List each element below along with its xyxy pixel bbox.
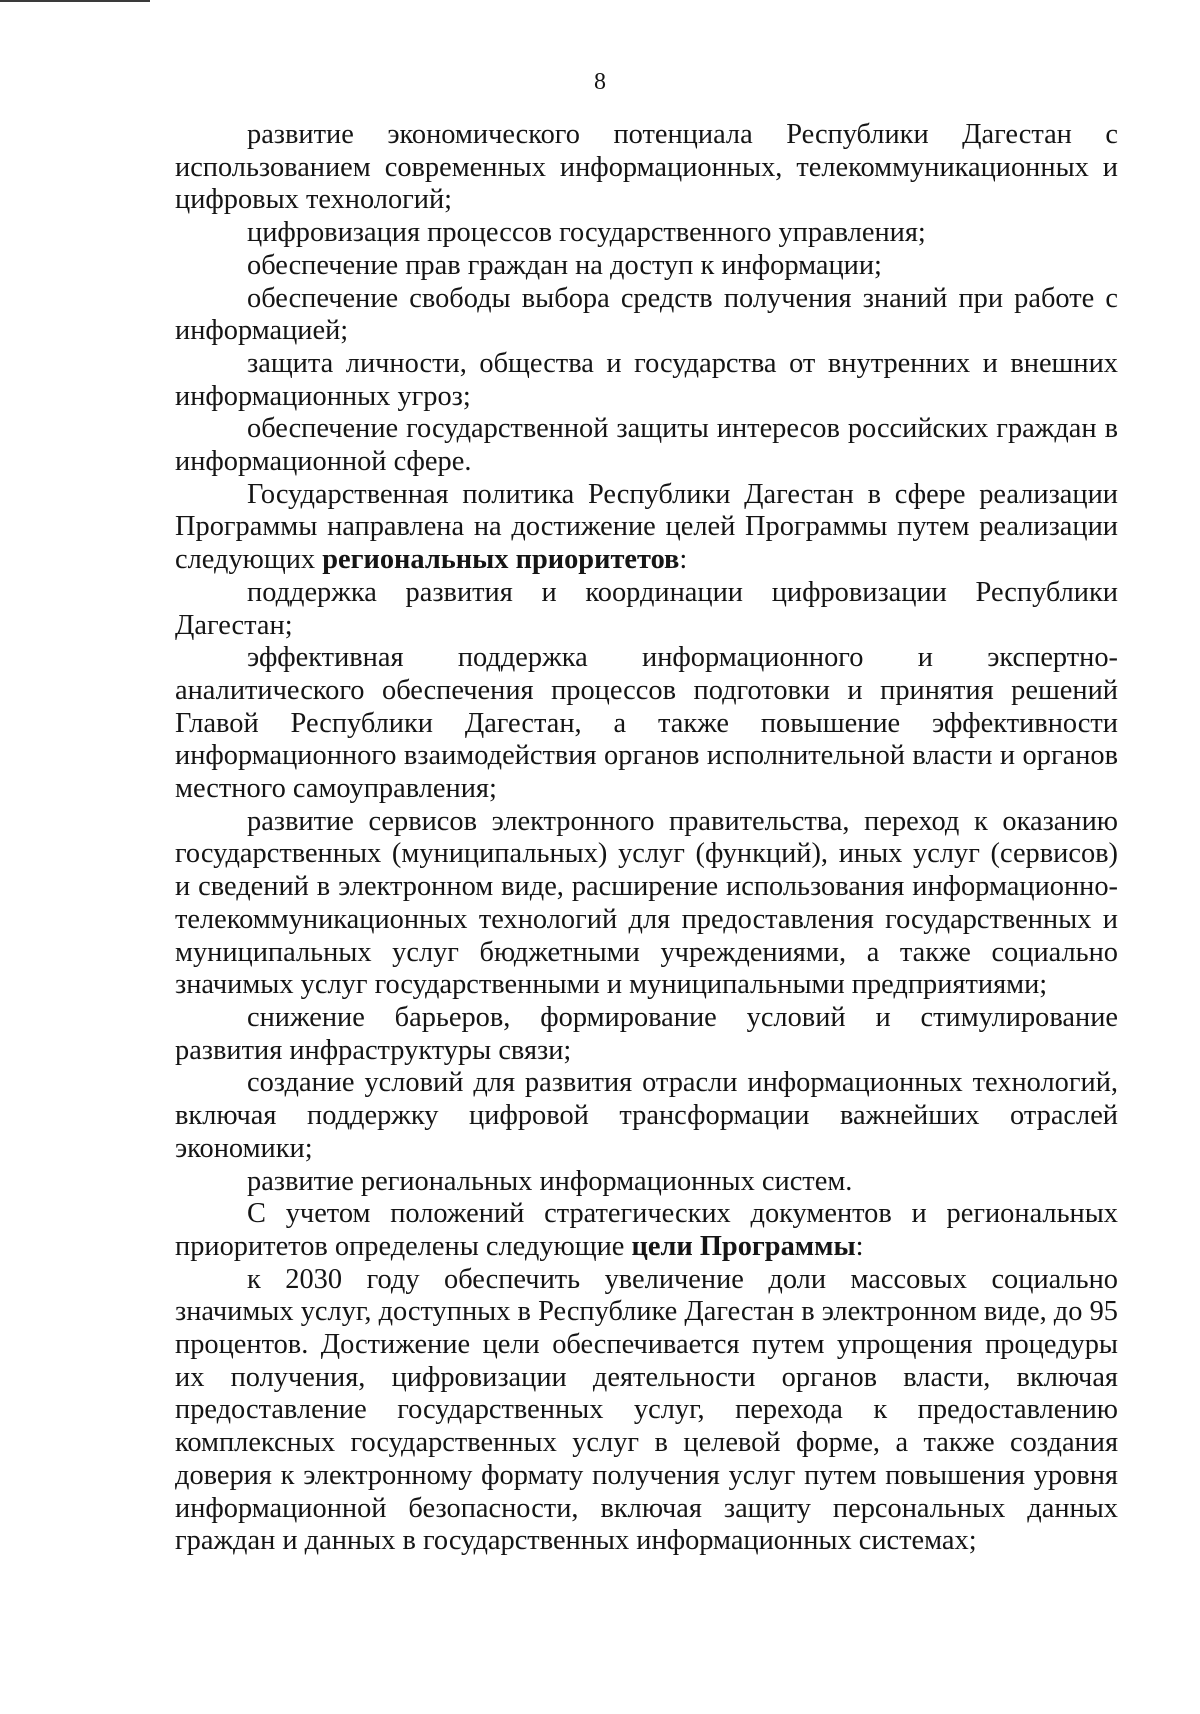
paragraph: снижение барьеров, формирование условий и стимулирование развития инфраструктуры связи; xyxy=(175,1001,1118,1066)
paragraph: обеспечение государственной защиты интересов российских граждан в информационной сфере. xyxy=(175,413,1118,478)
paragraph-text: : xyxy=(855,1230,864,1262)
document-body xyxy=(175,119,1118,1558)
paragraph: защита личности, общества и государства от внутренних и внешних информационных угроз; xyxy=(175,347,1118,412)
paragraph: эффективная поддержка информационного и экспертно-аналитического обеспечения процессов подготовки и принятия решений Главой Республики Дагестан, а также повышение эффективности информационного взаимодействия органов исполнительной власти и органов местного самоуправления; xyxy=(175,642,1118,805)
paragraph-text: : xyxy=(679,544,688,576)
paragraph: цифровизация процессов государственного управления; xyxy=(247,217,926,249)
scan-edge-line xyxy=(0,0,150,2)
bold-term: региональных приоритетов xyxy=(322,544,680,576)
paragraph-priorities-intro xyxy=(175,479,1118,577)
paragraph: развитие региональных информационных систем. xyxy=(247,1165,853,1197)
paragraph: развитие экономического потенциала Республики Дагестан с использованием современных информационных, телекоммуникационных и цифровых технологий; xyxy=(175,119,1118,216)
page-number: 8 xyxy=(594,69,606,95)
paragraph: обеспечение прав граждан на доступ к информации; xyxy=(247,249,882,281)
bold-term: цели Программы xyxy=(631,1230,856,1262)
paragraph: к 2030 году обеспечить увеличение доли массовых социально значимых услуг, доступных в Республике Дагестан в электронном виде, до 95 процентов. Достижение цели обеспечивается путем упрощения процедуры их получения, цифровизации деятельности органов власти, включая предоставление государственных услуг, перехода к предоставлению комплексных государственных услуг в целевой форме, а также создания доверия к электронному формату получения услуг путем повышения уровня информационной безопасности, включая защиту персональных данных граждан и данных в государственных информационных системах; xyxy=(175,1263,1118,1557)
paragraph-goals-intro xyxy=(175,1198,1118,1263)
paragraph-text: С учетом положений стратегических документов и региональных приоритетов определены следующие xyxy=(175,1198,1118,1262)
paragraph: создание условий для развития отрасли информационных технологий, включая поддержку цифровой трансформации важнейших отраслей экономики; xyxy=(175,1067,1118,1164)
paragraph: поддержка развития и координации цифровизации Республики Дагестан; xyxy=(175,576,1118,641)
paragraph-text: Государственная политика Республики Дагестан в сфере реализации Программы направлена на достижение целей Программы путем реализации следующих xyxy=(175,478,1118,576)
paragraph: обеспечение свободы выбора средств получения знаний при работе с информацией; xyxy=(175,282,1118,347)
paragraph: развитие сервисов электронного правительства, переход к оказанию государственных (муниципальных) услуг (функций), иных услуг (сервисов) и сведений в электронном виде, расширение использования информационно-телекоммуникационных технологий для предоставления государственных и муниципальных услуг бюджетными учреждениями, а также социально значимых услуг государственными и муниципальными предприятиями; xyxy=(175,805,1118,1001)
